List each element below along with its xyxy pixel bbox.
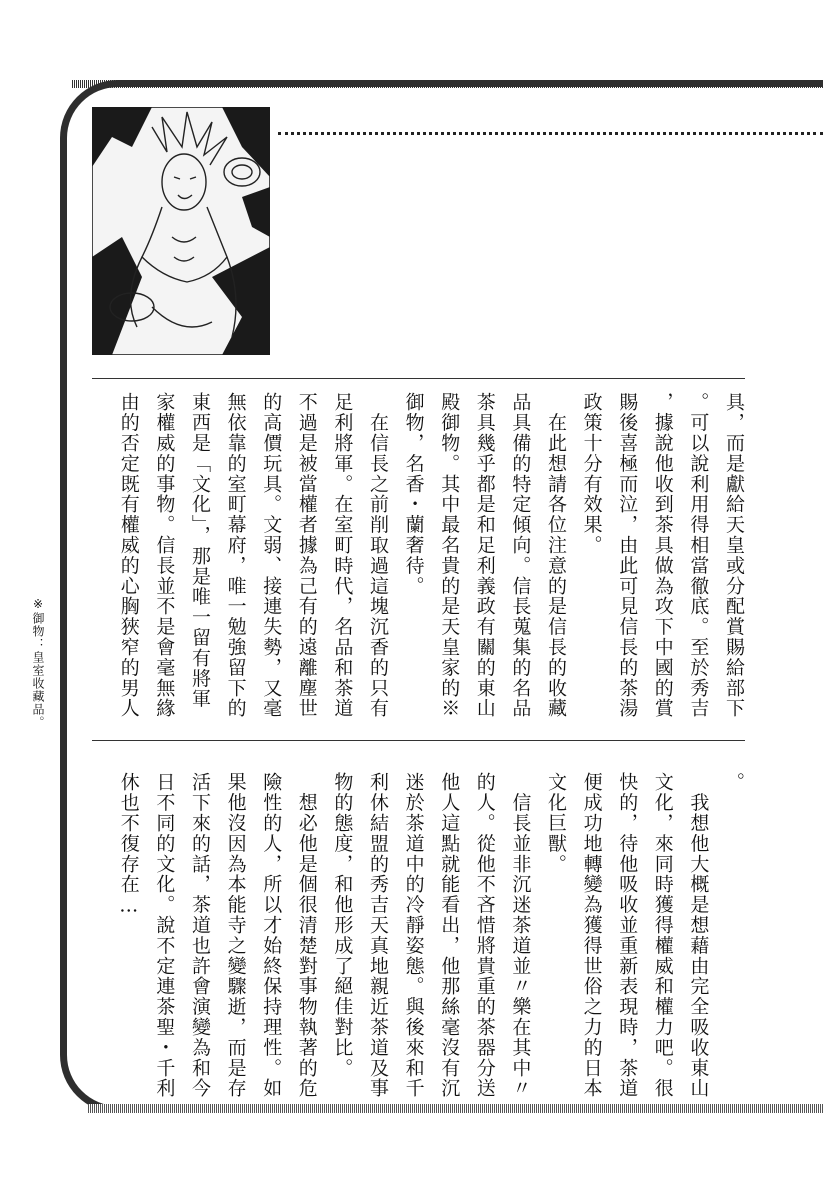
text-column: 不過是被當權者據為己有的遠離塵世 [295,392,318,719]
text-column: 我想他大概是想藉由完全吸收東山 [687,772,710,1099]
text-column: 無依靠的室町幕府，唯一勉強留下的 [224,392,247,719]
text-column: 利休結盟的秀吉天真地親近茶道及事 [367,772,389,1099]
text-column: 具，而是獻給天皇或分配賞賜給部下 [723,392,745,719]
text-column: 迷於茶道中的冷靜姿態。與後來和千 [402,772,425,1099]
text-column: 家權威的事物。信長並不是會毫無緣 [153,392,176,719]
text-column: ，據說他收到茶具做為攻下中國的賞 [651,392,674,719]
text-column: 的人。從他不吝惜將貴重的茶器分送 [473,772,496,1099]
manga-character-illustration [92,107,270,355]
text-column: 足利將軍。在室町時代，名品和茶道 [331,392,354,719]
text-column: 殿御物。其中最名貴的是天皇家的※ [438,392,461,719]
text-column: 。 [723,772,745,793]
text-column: 政策十分有效果。 [580,392,603,556]
text-column: 。可以說利用得相當徹底。至於秀吉 [687,392,710,719]
text-column: 在此想請各位注意的是信長的收藏 [545,392,567,719]
text-column: 果他沒因為本能寺之變驟逝，而是存 [224,772,247,1099]
text-column: 活下來的話，茶道也許會演變為和今 [189,772,211,1099]
section-divider-top [92,378,745,379]
text-column: 賜後喜極而泣，由此可見信長的茶湯 [616,392,639,719]
footnote: ※御物：皇室收藏品。 [31,597,45,729]
text-column: 品具備的特定傾向。信長蒐集的名品 [509,392,532,719]
section-divider-bottom [92,740,745,741]
text-column: 在信長之前削取過這塊沉香的只有 [367,392,389,719]
text-column: 文化，來同時獲得權威和權力吧。很 [651,772,674,1099]
header-dotted-rule [278,132,823,135]
text-column: 便成功地轉變為獲得世俗之力的日本 [580,772,603,1099]
text-column: 休也不復存在… [117,772,140,918]
text-column: 御物，名香・蘭奢待。 [402,392,425,596]
text-column: 東西是「文化」，那是唯一留有將軍 [189,392,211,709]
text-column: 想必他是個很清楚對事物執著的危 [295,772,318,1099]
text-column: 的高價玩具。文弱、接連失勢，又毫 [260,392,283,719]
text-column: 險性的人，所以才始終保持理性。如 [260,772,283,1099]
text-column: 茶具幾乎都是和足利義政有關的東山 [473,392,496,719]
text-column: 快的，待他吸收並重新表現時，茶道 [616,772,639,1099]
text-column: 文化巨獸。 [545,772,567,874]
text-column: 信長並非沉迷茶道並〃樂在其中〃 [509,772,532,1099]
text-column: 由的否定既有權威的心胸狹窄的男人 [117,392,140,719]
text-column: 他人這點就能看出，他那絲毫沒有沉 [438,772,461,1099]
text-column: 日不同的文化。說不定連茶聖・千利 [153,772,176,1099]
text-column: 物的態度，和他形成了絕佳對比。 [331,772,354,1078]
